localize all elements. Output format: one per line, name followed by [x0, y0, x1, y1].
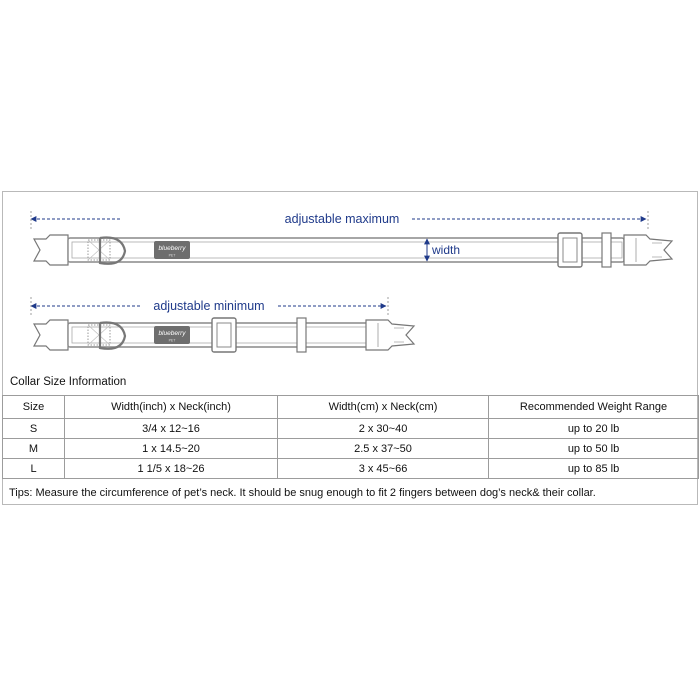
max-buckle-female: [34, 235, 68, 265]
max-keeper-loop: [602, 233, 611, 267]
cell-size: M: [3, 439, 65, 459]
cell-inch: 1 1/5 x 18~26: [65, 459, 278, 479]
cell-size: S: [3, 419, 65, 439]
cell-weight: up to 85 lb: [489, 459, 699, 479]
table-row: [3, 439, 699, 459]
header-weight: Recommended Weight Range: [489, 396, 699, 419]
header-width-inch: Width(inch) x Neck(inch): [65, 396, 278, 419]
min-keeper-loop: [297, 318, 306, 352]
header-width-cm: Width(cm) x Neck(cm): [278, 396, 489, 419]
width-label: width: [432, 243, 461, 257]
cell-cm: 3 x 45~66: [278, 459, 489, 479]
min-buckle-female: [34, 320, 68, 350]
collar-maximum: [31, 211, 672, 267]
header-size: Size: [3, 396, 65, 419]
collar-minimum: [31, 297, 414, 352]
max-brand-subtext: PET: [168, 253, 176, 258]
cell-inch: 3/4 x 12~16: [65, 419, 278, 439]
cell-cm: 2.5 x 37~50: [278, 439, 489, 459]
max-label: adjustable maximum: [284, 212, 400, 226]
table-title: Collar Size Information: [10, 376, 127, 388]
table-header-row: [3, 396, 699, 419]
table-row: [3, 419, 699, 439]
min-label: adjustable minimum: [153, 299, 265, 313]
min-brand-text: blueberry: [158, 330, 186, 337]
cell-weight: up to 20 lb: [489, 419, 699, 439]
cell-cm: 2 x 30~40: [278, 419, 489, 439]
cell-weight: up to 50 lb: [489, 439, 699, 459]
cell-size: L: [3, 459, 65, 479]
min-brand-subtext: PET: [168, 338, 176, 343]
collar-diagram: [0, 191, 700, 369]
min-buckle-male: [366, 320, 414, 350]
max-brand-text: blueberry: [158, 245, 186, 252]
max-buckle-male: [624, 235, 672, 265]
size-table: [2, 395, 699, 479]
cell-inch: 1 x 14.5~20: [65, 439, 278, 459]
table-row: [3, 459, 699, 479]
tips-text: Tips: Measure the circumference of pet’s neck. It should be snug enough to fit 2 fingers between dog’s neck& their collar.: [9, 487, 596, 499]
